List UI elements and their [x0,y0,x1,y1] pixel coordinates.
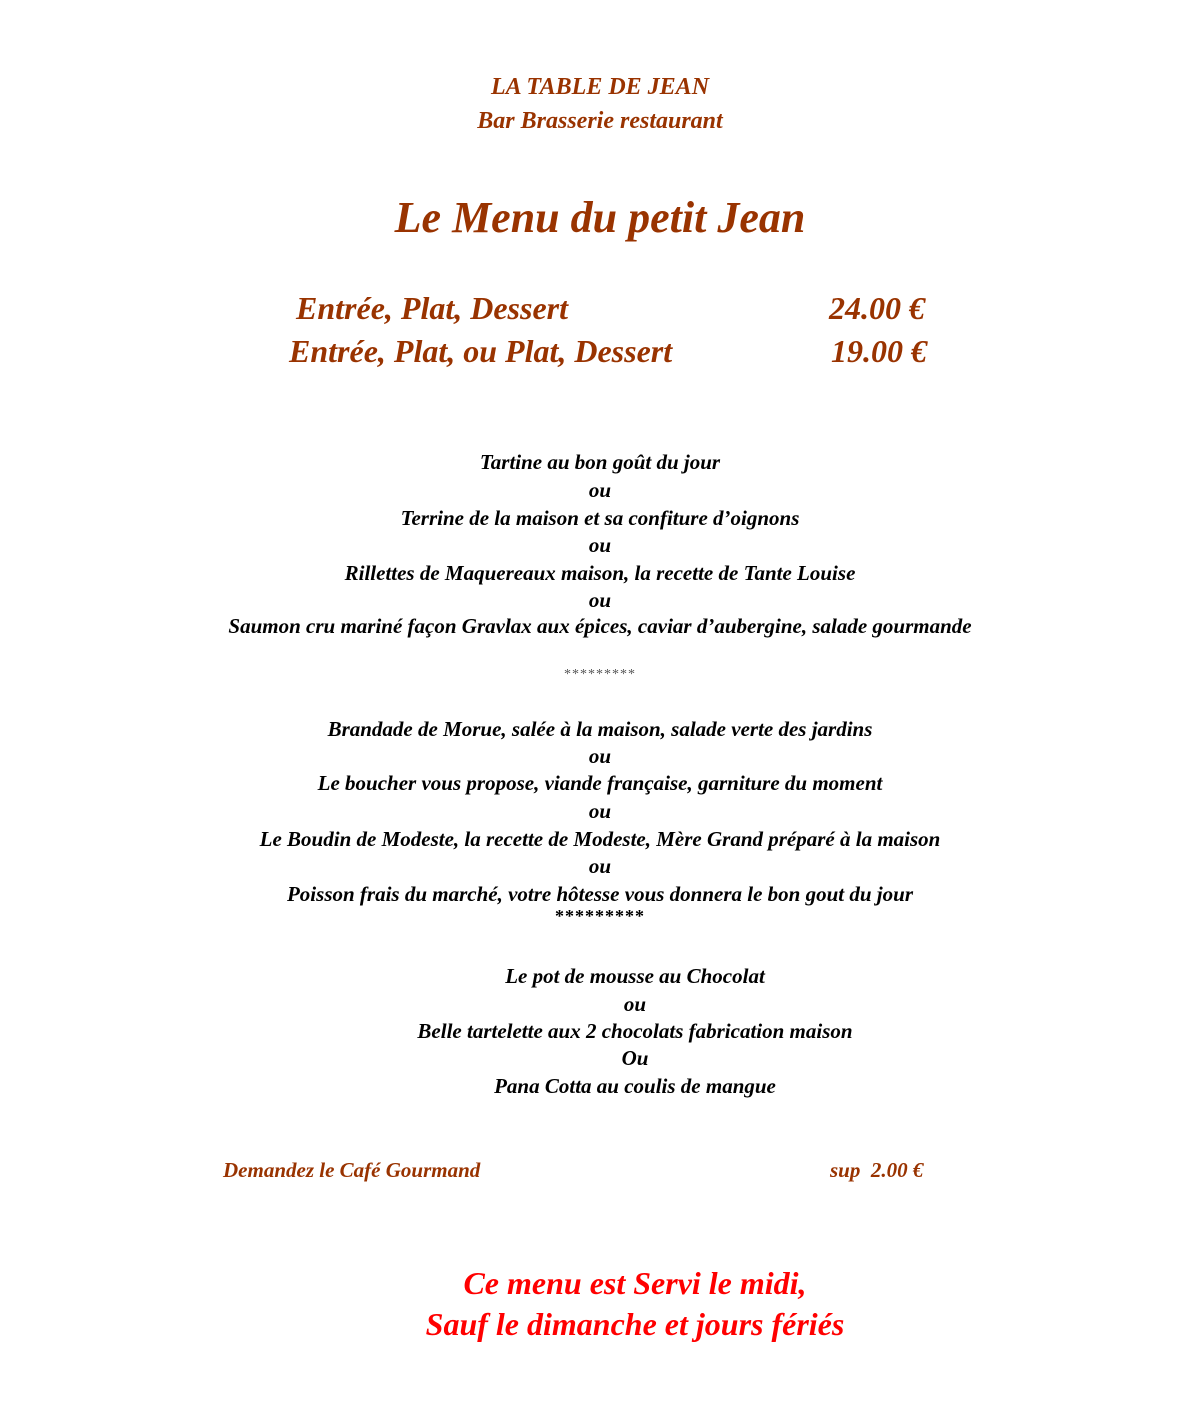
supplement-price: sup 2.00 € [830,1158,924,1182]
main-item: Le Boudin de Modeste, la recette de Modeste, Mère Grand préparé à la maison [259,827,941,851]
dessert-separator: Ou [621,1046,649,1070]
starter-item: Tartine au bon goût du jour [479,450,721,474]
footer-note-line2: Sauf le dimanche et jours fériés [425,1306,845,1342]
supplement-label: Demandez le Café Gourmand [223,1158,481,1182]
main-separator: ou [588,744,612,768]
menu-title: Le Menu du petit Jean [394,193,806,242]
main-item: Le boucher vous propose, viande française, garniture du moment [317,771,883,795]
starter-item: Terrine de la maison et sa confiture d’oignons [400,506,800,530]
starter-separator: ou [588,478,612,502]
section-separator: ********* [555,906,645,926]
restaurant-subtitle: Bar Brasserie restaurant [477,108,723,134]
dessert-separator: ou [623,992,647,1016]
formula-price-2: 19.00 € [831,333,927,369]
main-separator: ou [588,799,612,823]
dessert-item: Le pot de mousse au Chocolat [505,964,765,988]
starter-item: Saumon cru mariné façon Gravlax aux épices, caviar d’aubergine, salade gourmande [228,614,972,638]
section-separator: ********* [564,667,636,682]
footer-note-line1: Ce menu est Servi le midi, [463,1265,807,1301]
dessert-item: Belle tartelette aux 2 chocolats fabrication maison [417,1019,853,1043]
starter-separator: ou [588,533,612,557]
dessert-item: Pana Cotta au coulis de mangue [494,1074,776,1098]
formula-label-1: Entrée, Plat, Dessert [296,290,568,326]
main-separator: ou [588,854,612,878]
main-item: Poisson frais du marché, votre hôtesse vous donnera le bon gout du jour [286,882,913,906]
starter-separator: ou [588,588,612,612]
starter-item: Rillettes de Maquereaux maison, la recette de Tante Louise [344,561,856,585]
main-item: Brandade de Morue, salée à la maison, salade verte des jardins [327,717,873,741]
restaurant-name: LA TABLE DE JEAN [490,74,710,100]
formula-label-2: Entrée, Plat, ou Plat, Dessert [289,333,673,369]
formula-price-1: 24.00 € [829,290,925,326]
